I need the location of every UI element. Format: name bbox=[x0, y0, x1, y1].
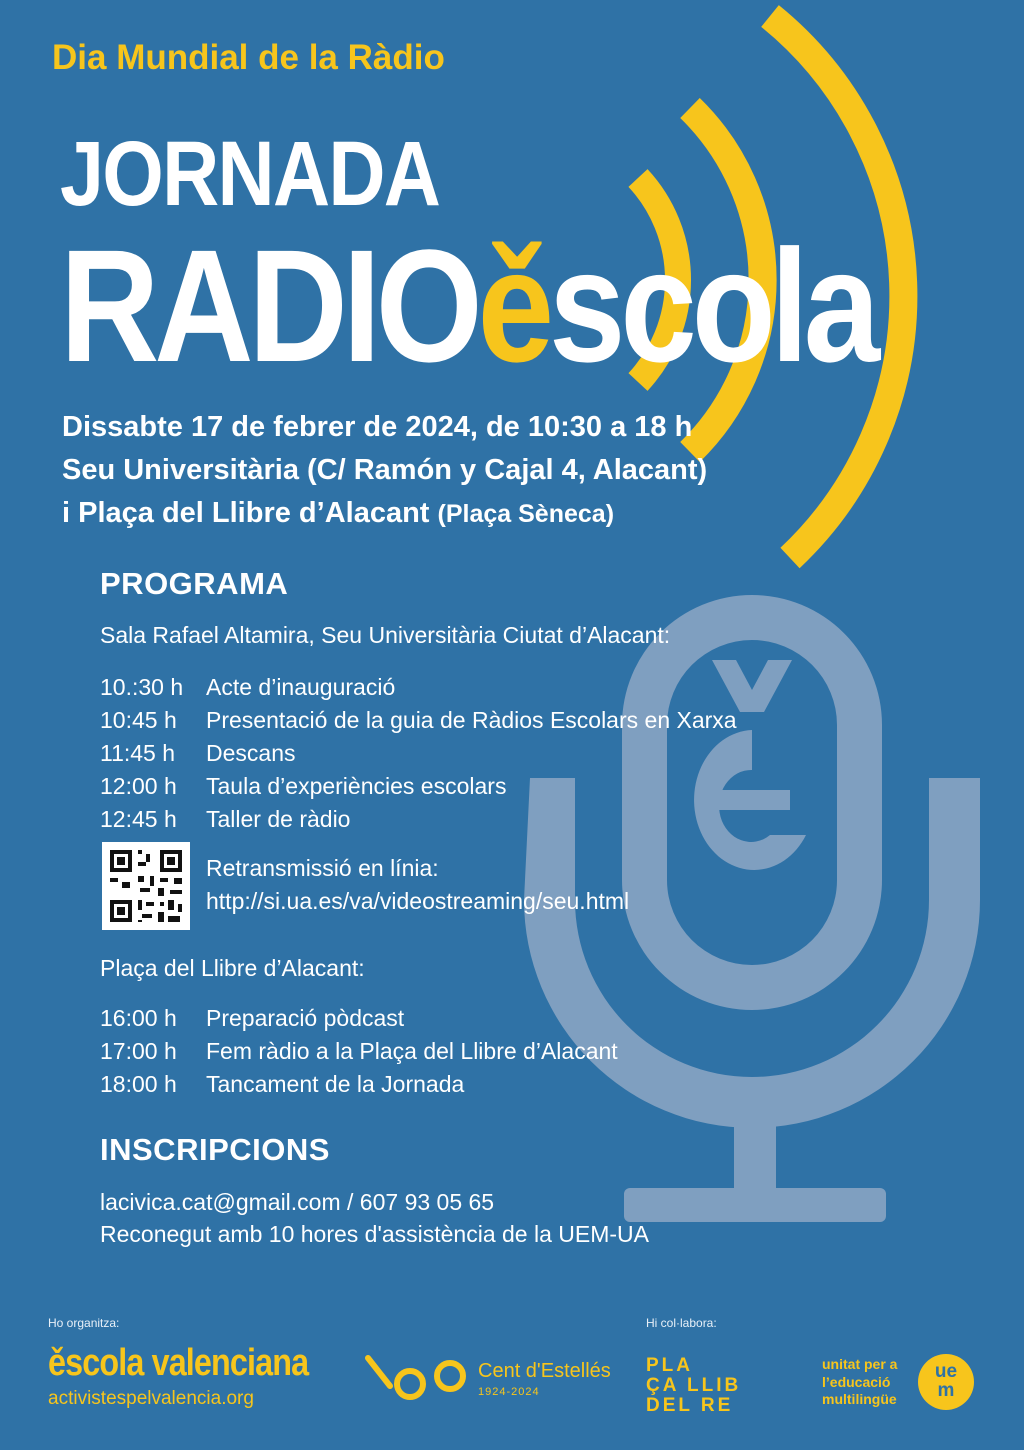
placa-del-llibre-logo bbox=[646, 1356, 741, 1416]
programa-venue-b: Plaça del Llibre d’Alacant: bbox=[100, 955, 365, 981]
schedule-row bbox=[100, 674, 395, 706]
schedule-row bbox=[100, 1071, 464, 1103]
title-jornada: JORNADA bbox=[60, 123, 440, 225]
placa-logo-row: PLA bbox=[646, 1355, 693, 1376]
schedule-row bbox=[100, 740, 295, 772]
cent-estelles-logo-icon bbox=[362, 1350, 472, 1402]
schedule-row bbox=[100, 1038, 618, 1070]
placa-logo-row: DEL RE bbox=[646, 1394, 734, 1416]
title-e-accent: ě bbox=[477, 216, 549, 395]
schedule-time: 10:45 h bbox=[100, 707, 177, 733]
event-date: Dissabte 17 de febrer de 2024, de 10:30 a 18 h bbox=[62, 411, 693, 443]
supertitle: Dia Mundial de la Ràdio bbox=[52, 38, 445, 77]
qr-code-icon[interactable] bbox=[102, 842, 190, 930]
inscripcions-heading: INSCRIPCIONS bbox=[100, 1132, 330, 1167]
programa-venue-a: Sala Rafael Altamira, Seu Universitària Ciutat d’Alacant: bbox=[100, 622, 671, 648]
schedule-row bbox=[100, 1005, 404, 1037]
organiza-label: Ho organitza: bbox=[48, 1316, 120, 1330]
title-radioescola bbox=[60, 216, 875, 395]
cent-estelles-name: Cent d'Estellés bbox=[478, 1360, 611, 1382]
uem-logo-text bbox=[822, 1356, 897, 1409]
schedule-time: 12:00 h bbox=[100, 773, 177, 799]
event-venue-2-main: i Plaça del Llibre d’Alacant bbox=[62, 497, 430, 529]
event-venue-1: Seu Universitària (C/ Ramón y Cajal 4, Alacant) bbox=[62, 454, 708, 486]
schedule-label: Tancament de la Jornada bbox=[206, 1071, 465, 1097]
schedule-time: 12:45 h bbox=[100, 806, 177, 832]
inscripcions-contact bbox=[100, 1186, 649, 1250]
recognition-note: Reconegut amb 10 hores d'assistència de la UEM-UA bbox=[100, 1221, 650, 1248]
schedule-time: 11:45 h bbox=[100, 740, 176, 766]
contact-email-phone[interactable]: lacivica.cat@gmail.com / 607 93 05 65 bbox=[100, 1189, 495, 1215]
schedule-label: Descans bbox=[206, 740, 296, 766]
schedule-label: Taula d’experiències escolars bbox=[206, 773, 507, 799]
uem-line: l’educació bbox=[822, 1373, 891, 1390]
stream-info bbox=[206, 852, 629, 919]
schedule-label: Taller de ràdio bbox=[206, 806, 351, 832]
placa-logo-row: ÇA LLIB bbox=[646, 1374, 742, 1396]
schedule-label: Fem ràdio a la Plaça del Llibre d’Alacant bbox=[206, 1038, 618, 1064]
cent-estelles-years: 1924-2024 bbox=[478, 1386, 540, 1398]
schedule-time: 17:00 h bbox=[100, 1038, 177, 1064]
schedule-time: 16:00 h bbox=[100, 1005, 177, 1031]
stream-label: Retransmissió en línia: bbox=[206, 855, 439, 881]
programa-heading: PROGRAMA bbox=[100, 566, 289, 601]
organizer-url-link[interactable]: activistespelvalencia.org bbox=[48, 1388, 254, 1409]
schedule-row bbox=[100, 773, 506, 805]
schedule-time: 18:00 h bbox=[100, 1071, 177, 1097]
colabora-label: Hi col·labora: bbox=[646, 1316, 717, 1330]
event-venue-2 bbox=[62, 496, 614, 531]
escola-valenciana-logo: ěscola valenciana bbox=[48, 1342, 309, 1384]
schedule-row bbox=[100, 707, 737, 739]
uem-badge-top: ue bbox=[934, 1361, 958, 1382]
schedule-label: Preparació pòdcast bbox=[206, 1005, 405, 1031]
uem-badge-icon bbox=[918, 1354, 974, 1410]
schedule-row bbox=[100, 806, 350, 838]
schedule-time: 10.:30 h bbox=[100, 674, 184, 700]
title-scola: scola bbox=[548, 216, 875, 395]
event-venue-2-detail: (Plaça Sèneca) bbox=[437, 500, 615, 528]
title-radio: RADIO bbox=[60, 216, 478, 395]
stream-url-link[interactable]: http://si.ua.es/va/videostreaming/seu.html bbox=[206, 888, 630, 915]
uem-line: multilingüe bbox=[822, 1391, 897, 1407]
schedule-label: Acte d’inauguració bbox=[206, 674, 396, 700]
schedule-label: Presentació de la guia de Ràdios Escolars en Xarxa bbox=[206, 707, 737, 733]
uem-badge-bottom: m bbox=[937, 1380, 955, 1401]
qr-code-graphic bbox=[102, 842, 190, 930]
uem-line: unitat per a bbox=[822, 1356, 898, 1372]
